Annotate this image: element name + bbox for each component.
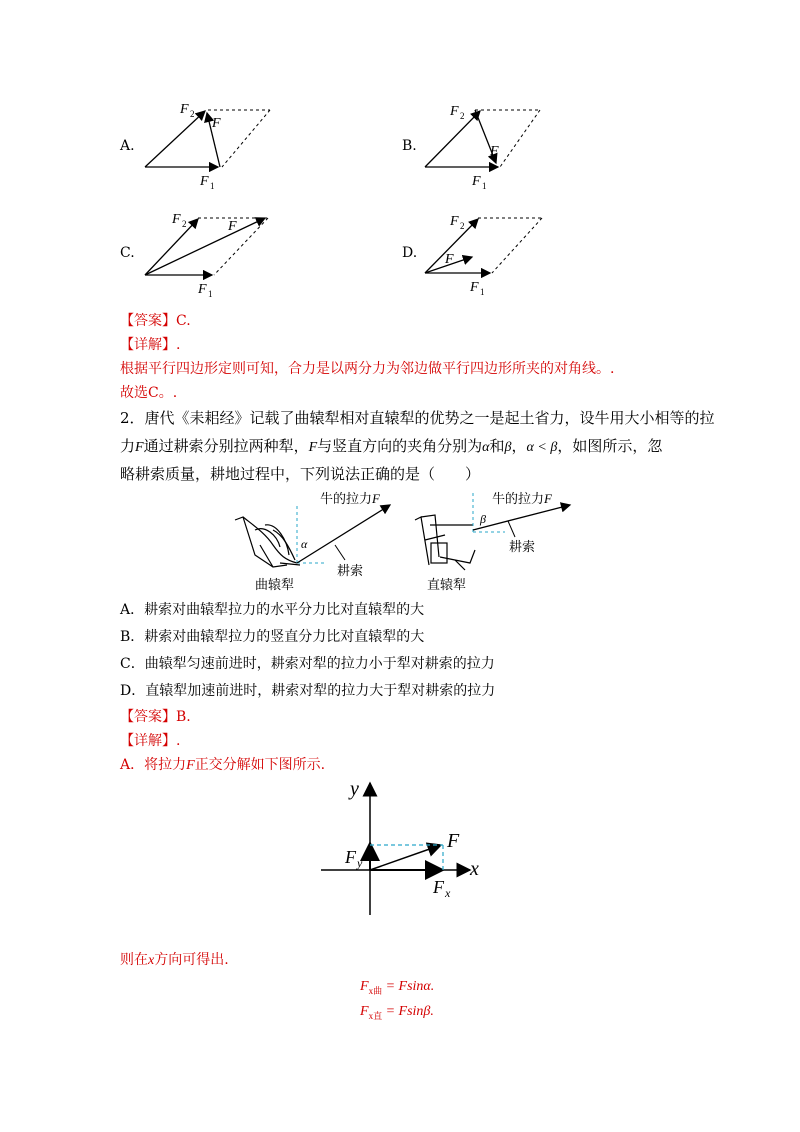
equation-straight: $F_{x直} = Fsin\beta$. (360, 1004, 434, 1021)
svg-text:y: y (350, 778, 359, 800)
svg-text:y: y (357, 856, 363, 870)
q1-explanation: 根据平行四边形定则可知，合力是以两分力为邻边做平行四边形所夹的对角线。. (120, 361, 615, 377)
option-d-letter: D. (402, 245, 418, 261)
option-c-letter: C. (120, 245, 135, 261)
svg-text:牛的拉力: 牛的拉力 (320, 491, 373, 506)
svg-text:耕索: 耕索 (509, 539, 536, 554)
svg-text:F: F (180, 102, 189, 117)
q2-stem-line2: 力F通过耕索分别拉两种犁，F与竖直方向的夹角分别为α和β，α < β，如图所示，忽 (120, 437, 663, 455)
option-b-letter: B. (402, 138, 417, 154)
svg-text:x: x (470, 858, 479, 880)
svg-text:1: 1 (208, 289, 213, 299)
svg-text:1: 1 (480, 287, 485, 297)
equation-curved: $F_{x曲} = Fsin\alpha$. (360, 979, 435, 996)
svg-text:2: 2 (460, 111, 465, 121)
svg-text:F: F (447, 830, 460, 852)
option-a-letter: A. (120, 138, 135, 154)
q2-stem-line3: 略耕索质量，耕地过程中，下列说法正确的是（ ） (120, 465, 481, 483)
svg-text:F: F (450, 214, 459, 229)
pull-force-left (297, 505, 390, 563)
q2-option-a: A．耕索对曲辕犁拉力的水平分力比对直辕犁的大 (120, 602, 425, 618)
svg-text:F: F (198, 282, 207, 297)
svg-text:F: F (544, 491, 552, 506)
svg-text:曲辕犁: 曲辕犁 (255, 577, 295, 592)
svg-text:F: F (445, 252, 454, 267)
svg-text:2: 2 (190, 109, 195, 119)
svg-text:F: F (345, 847, 356, 867)
force-decomposition-diagram (315, 775, 495, 925)
force-vector-f (370, 845, 441, 870)
q1-answer: 【答案】C. (120, 313, 191, 329)
svg-text:F: F (200, 174, 209, 189)
curved-plow-drawing (235, 517, 300, 567)
svg-text:F: F (450, 104, 459, 119)
q2-answer: 【答案】B. (120, 709, 191, 725)
svg-text:牛的拉力: 牛的拉力 (492, 491, 545, 506)
plow-figure (225, 485, 585, 595)
svg-text:1: 1 (210, 181, 215, 191)
pull-force-right (473, 505, 570, 530)
diagram-option-b (420, 95, 570, 195)
vector-f2 (145, 111, 205, 167)
svg-text:F: F (470, 280, 479, 295)
q2-detail: 【详解】. (120, 733, 181, 749)
svg-text:2: 2 (182, 219, 187, 229)
svg-text:直辕犁: 直辕犁 (427, 577, 467, 592)
straight-plow-drawing (415, 515, 475, 570)
svg-text:耕索: 耕索 (337, 563, 364, 578)
svg-text:F: F (472, 174, 481, 189)
q2-analysis-a: A．将拉力F正交分解如下图所示. (120, 757, 326, 773)
q1-detail: 【详解】. (120, 337, 181, 353)
svg-text:F: F (212, 116, 221, 131)
svg-text:x: x (445, 886, 451, 900)
svg-text:2: 2 (460, 221, 465, 231)
svg-text:F: F (433, 877, 444, 897)
then-in-x-direction: 则在x方向可得出. (120, 952, 229, 968)
svg-text:F: F (372, 491, 380, 506)
q2-option-c: C．曲辕犁匀速前进时，耕索对犁的拉力小于犁对耕索的拉力 (120, 656, 495, 672)
q1-choice: 故选C。. (120, 385, 178, 401)
svg-text:F: F (490, 144, 499, 159)
diagram-option-a (140, 95, 290, 195)
q2-option-b: B．耕索对曲辕犁拉力的竖直分力比对直辕犁的大 (120, 629, 425, 645)
diagram-option-c (140, 205, 290, 300)
svg-text:α: α (301, 537, 308, 551)
q2-stem-line1: 2．唐代《耒耜经》记载了曲辕犁相对直辕犁的优势之一是起土省力，设牛用大小相等的拉 (120, 409, 715, 427)
svg-text:F: F (172, 212, 181, 227)
svg-text:1: 1 (482, 181, 487, 191)
q2-option-d: D．直辕犁加速前进时，耕索对犁的拉力大于犁对耕索的拉力 (120, 683, 496, 699)
svg-text:β: β (480, 512, 486, 526)
diagram-option-d (420, 205, 570, 300)
svg-text:F: F (228, 219, 237, 234)
